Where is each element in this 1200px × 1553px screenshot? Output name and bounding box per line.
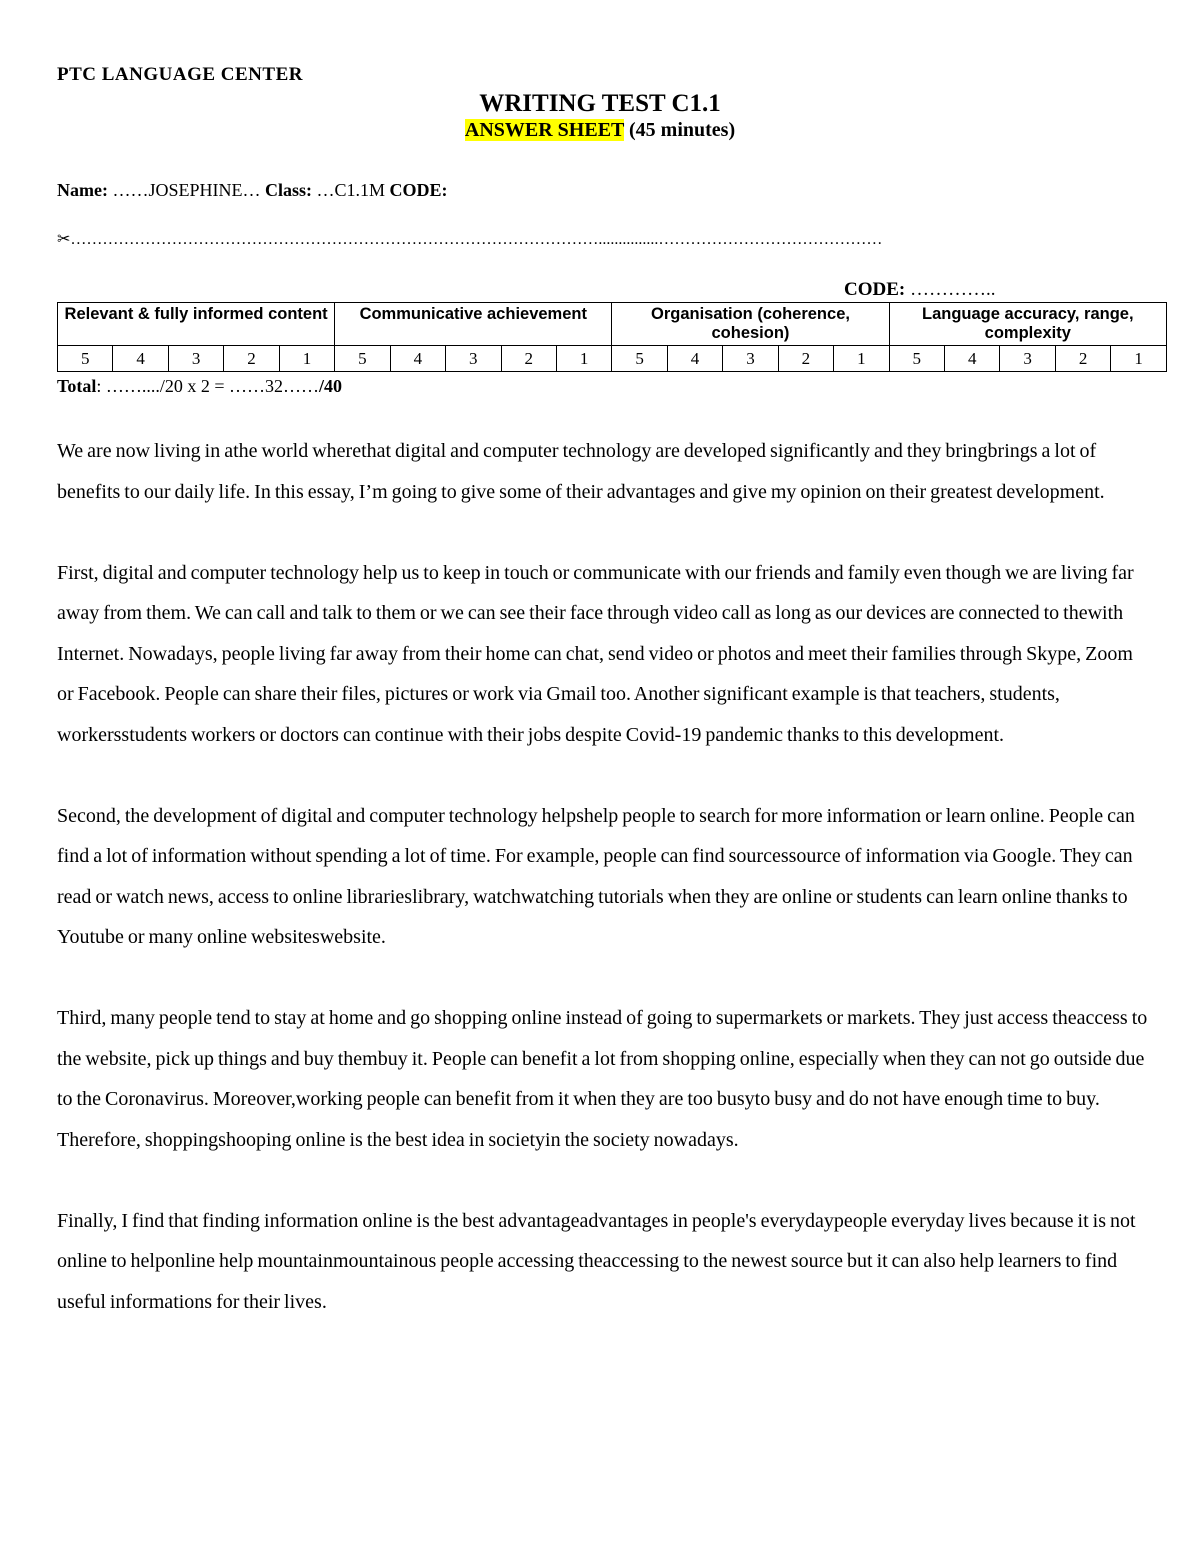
total-max: /40 xyxy=(319,376,343,396)
test-title: WRITING TEST C1.1 xyxy=(479,90,721,117)
score-cell: 1 xyxy=(556,346,611,372)
rubric-header-row xyxy=(58,303,1167,346)
name-value: ……JOSEPHINE… xyxy=(107,180,265,200)
score-cell: 4 xyxy=(390,346,445,372)
center-name: PTC LANGUAGE CENTER xyxy=(57,64,303,85)
grading-code xyxy=(844,279,995,301)
score-cell: 1 xyxy=(1111,346,1167,372)
total-label: Total xyxy=(57,376,97,396)
cut-line: ✂………………………………………………………………………………………...............…………………………………… xyxy=(57,231,883,248)
score-cell: 1 xyxy=(834,346,889,372)
essay-body xyxy=(57,431,1152,1363)
score-cell: 3 xyxy=(446,346,501,372)
criterion-header: Communicative achievement xyxy=(335,303,612,346)
score-cell: 2 xyxy=(224,346,279,372)
answer-sheet-highlight: ANSWER SHEET xyxy=(464,119,625,141)
grading-code-value: ………….. xyxy=(905,279,996,300)
score-cell: 5 xyxy=(58,346,113,372)
score-cell: 3 xyxy=(168,346,223,372)
criterion-header: Language accuracy, range, complexity xyxy=(889,303,1166,346)
score-cell: 4 xyxy=(945,346,1000,372)
name-label: Name: xyxy=(57,180,108,200)
score-cell: 5 xyxy=(889,346,944,372)
score-cell: 3 xyxy=(1000,346,1055,372)
code-label: CODE: xyxy=(389,180,448,200)
essay-paragraph: We are now living in athe world wherethat digital and computer technology are developed significantly and they bringbrings a lot of benefits to our daily life. In this essay, I’m going to give some of their advantages and give my opinion on their greatest development. xyxy=(57,440,1105,503)
score-cell: 5 xyxy=(612,346,667,372)
class-label: Class: xyxy=(265,180,313,200)
score-cell: 4 xyxy=(667,346,722,372)
duration-text: (45 minutes) xyxy=(624,119,736,141)
student-info-line xyxy=(57,180,448,201)
score-cell: 2 xyxy=(778,346,833,372)
essay-paragraph: Finally, I find that finding information online is the best advantageadvantages in people's everydaypeople everyday lives because it is not online to helponline help mountainmountainous people accessing theaccessing to the newest source but it can also help learners to find useful informations for their lives. xyxy=(57,1209,1136,1313)
criterion-header: Organisation (coherence, cohesion) xyxy=(612,303,889,346)
essay-paragraph: First, digital and computer technology help us to keep in touch or communicate with our friends and family even though we are living far away from them. We can call and talk to them or we can see their face through video call as long as our devices are connected to thewith Internet. Nowadays, people living far away from their home can chat, send video or photos and meet their families through Skype, Zoom or Facebook. People can share their files, pictures or work via Gmail too. Another significant example is that teachers, students, workersstudents workers or doctors can continue with their jobs despite Covid-19 pandemic thanks to this development. xyxy=(57,561,1134,746)
score-cell: 4 xyxy=(113,346,168,372)
score-cell: 2 xyxy=(1055,346,1110,372)
essay-paragraph: Second, the development of digital and computer technology helpshelp people to search for more information or learn online. People can find a lot of information without spending a lot of time. For example, people can find sourcessource of information via Google. They can read or watch news, access to online librarieslibrary, watchwatching tutorials when they are online or students can learn online thanks to Youtube or many online websiteswebsite. xyxy=(57,804,1135,948)
score-cell: 1 xyxy=(279,346,334,372)
score-cell: 3 xyxy=(723,346,778,372)
grading-code-label: CODE: xyxy=(844,279,906,300)
score-cell: 5 xyxy=(335,346,390,372)
test-subtitle xyxy=(0,119,1200,142)
total-line xyxy=(57,376,342,397)
score-cell: 2 xyxy=(501,346,556,372)
total-value: : ……..../20 x 2 = ……32…… xyxy=(96,376,320,396)
class-value: …C1.1M xyxy=(312,180,390,200)
essay-paragraph: Third, many people tend to stay at home and go shopping online instead of going to supermarkets or markets. They just access theaccess to the website, pick up things and buy thembuy it. People can benefit a lot from shopping online, especially when they can not go outside due to the Coronavirus. Moreover,working people can benefit from it when they are too busyto busy and do not have enough time to buy. Therefore, shoppingshooping online is the best idea in societyin the society nowadays. xyxy=(57,1007,1148,1151)
criterion-header: Relevant & fully informed content xyxy=(58,303,335,346)
rubric-score-row xyxy=(58,346,1167,372)
rubric-table xyxy=(57,302,1167,372)
